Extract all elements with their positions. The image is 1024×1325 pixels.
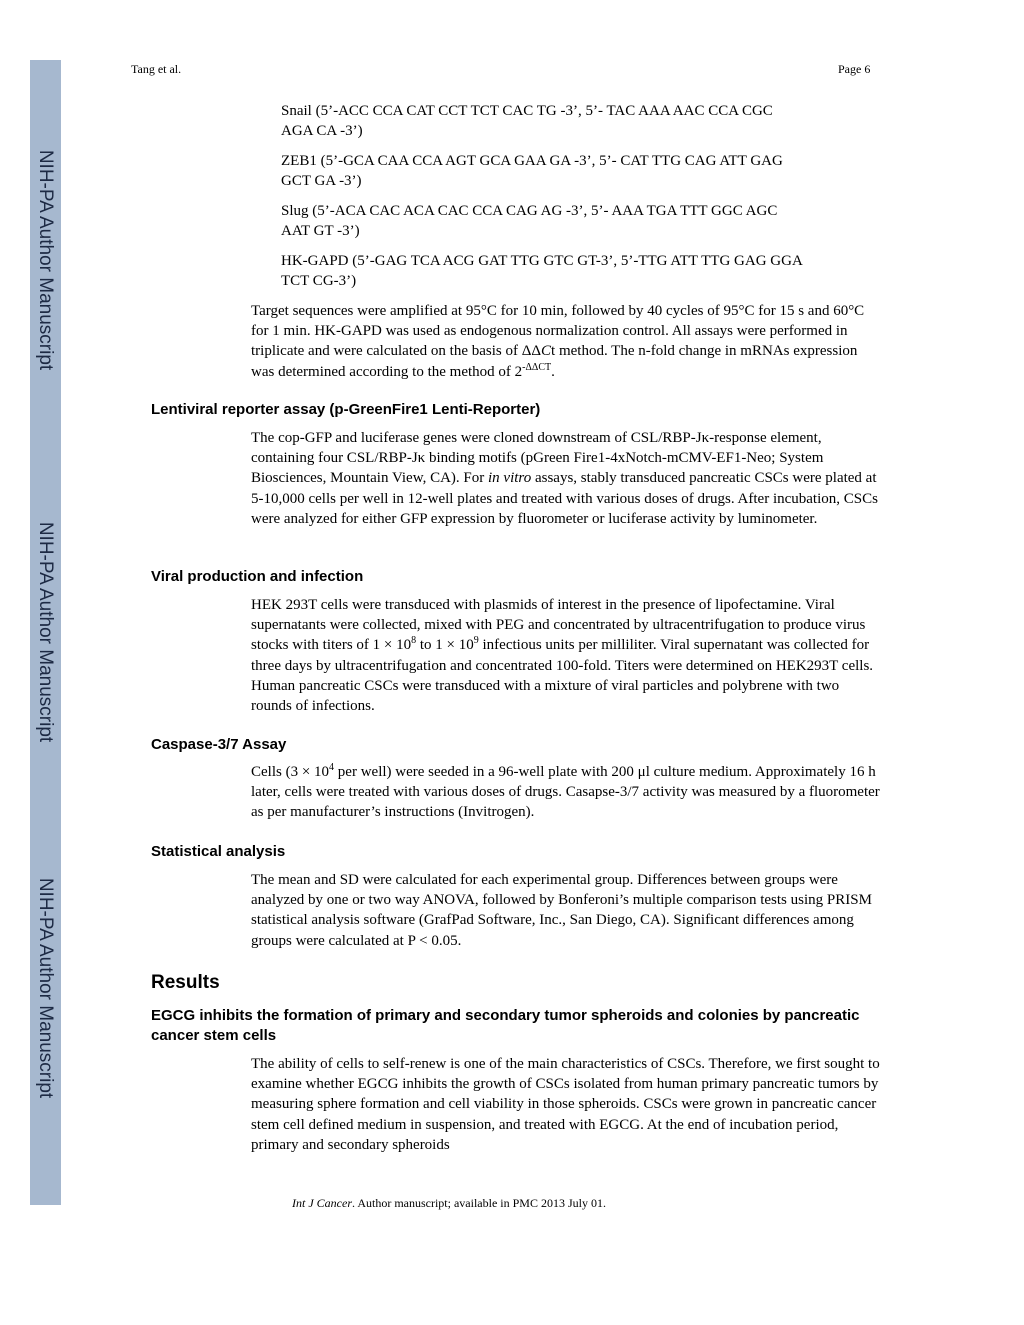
primer-hk-gapd	[281, 251, 881, 291]
running-header-authors: Tang et al.	[131, 62, 182, 76]
primer-line: Snail (5’-ACC CCA CAT CCT TCT CAC TG -3’, 5’- TAC AAA AAC CCA CGC	[281, 103, 773, 119]
primer-slug	[281, 201, 881, 241]
heading-viral-production: Viral production and infection	[151, 568, 364, 585]
lentiviral-paragraph: The cop-GFP and luciferase genes were cloned downstream of CSL/RBP-Jκ-response element, containing four CSL/RBP-Jκ binding motifs (pGreen Fire1-4xNotch-mCMV-EF1-Neo; System Biosciences, Mountain View, CA). For in vitro assays, stably transduced pancreatic CSCs were plated at 5-10,000 cells per well in 12-well plates and treated with various doses of drugs. After incubation, CSCs were analyzed for either GFP expression by fluorometer or luciferase activity by luminometer.	[251, 430, 878, 527]
primer-line: GCT GA -3’)	[281, 173, 362, 189]
heading-caspase: Caspase-3/7 Assay	[151, 736, 287, 753]
caspase-paragraph: Cells ($3 \times 10^4$ per well) were seeded in a 96-well plate with 200 μl culture medium. Approximately 16 h later, cells were treated with various doses of drugs. Casapse-3/7 activity was measured by a fluorometer as per manufacturer’s instructions (Invitrogen).	[251, 762, 880, 821]
primer-line: AAT GT -3’)	[281, 223, 360, 239]
heading-statistical: Statistical analysis	[151, 843, 286, 860]
results-paragraph: The ability of cells to self-renew is one of the main characteristics of CSCs. Therefore, we first sought to examine whether EGCG inhibits the growth of CSCs isolated from human primary pancreatic tumors by measuring sphere formation and cell viability in those spheroids. CSCs were grown in pancreatic cancer stem cell defined medium in suspension, and treated with EGCG. At the end of incubation period, primary and secondary spheroids	[251, 1056, 880, 1153]
viral-paragraph: HEK 293T cells were transduced with plasmids of interest in the presence of lipofectamine. Viral supernatants were collected, mixed with PEG and concentrated by ultracentrifugation to produce virus stocks with titers of $1 \times 10^8$ to $1 \times 10^9$ infectious units per milliliter. Viral supernatant was collected for three days by ultracentrifugation and concentrated 100-fold. Titers were determined on HEK293T cells. Human pancreatic CSCs were transduced with a mixture of viral particles and polybrene with two rounds of infections.	[251, 597, 874, 715]
primer-line: Slug (5’-ACA CAC ACA CAC CCA CAG AG -3’, 5’- AAA TGA TTT GGC AGC	[281, 203, 778, 219]
page-number: Page 6	[838, 62, 871, 76]
primer-snail	[281, 101, 881, 141]
footer-citation: Int J Cancer. Author manuscript; available in PMC 2013 July 01.	[292, 1196, 606, 1210]
heading-results: Results	[151, 972, 220, 993]
primer-zeb1	[281, 151, 881, 191]
amplification-paragraph: Target sequences were amplified at 95°C for 10 min, followed by 40 cycles of 95°C for 15 s and 60°C for 1 min. HK-GAPD was used as endogenous normalization control. All assays were performed in triplicate and were calculated on the basis of ΔΔCt method. The n-fold change in mRNAs expression was determined according to the method of $2^{-\Delta\Delta CT}$.	[251, 303, 865, 380]
heading-egcg-subsection: EGCG inhibits the formation of primary and secondary tumor spheroids and colonies by pancreatic cancer stem cells	[151, 1007, 860, 1044]
primer-line: HK-GAPD (5’-GAG TCA ACG GAT TTG GTC GT-3’, 5’-TTG ATT TTG GAG GGA	[281, 253, 803, 269]
primer-line: ZEB1 (5’-GCA CAA CCA AGT GCA GAA GA -3’, 5’- CAT TTG CAG ATT GAG	[281, 153, 783, 169]
heading-lentiviral: Lentiviral reporter assay (p-GreenFire1 Lenti-Reporter)	[151, 401, 541, 418]
statistical-paragraph: The mean and SD were calculated for each experimental group. Differences between groups were analyzed by one or two way ANOVA, followed by Bonferoni’s multiple comparison tests using PRISM statistical analysis software (GrafPad Software, Inc., San Diego, CA). Significant differences among groups were calculated at P < 0.05.	[251, 872, 872, 949]
primer-line: AGA CA -3’)	[281, 123, 363, 139]
primer-line: TCT CG-3’)	[281, 273, 357, 289]
